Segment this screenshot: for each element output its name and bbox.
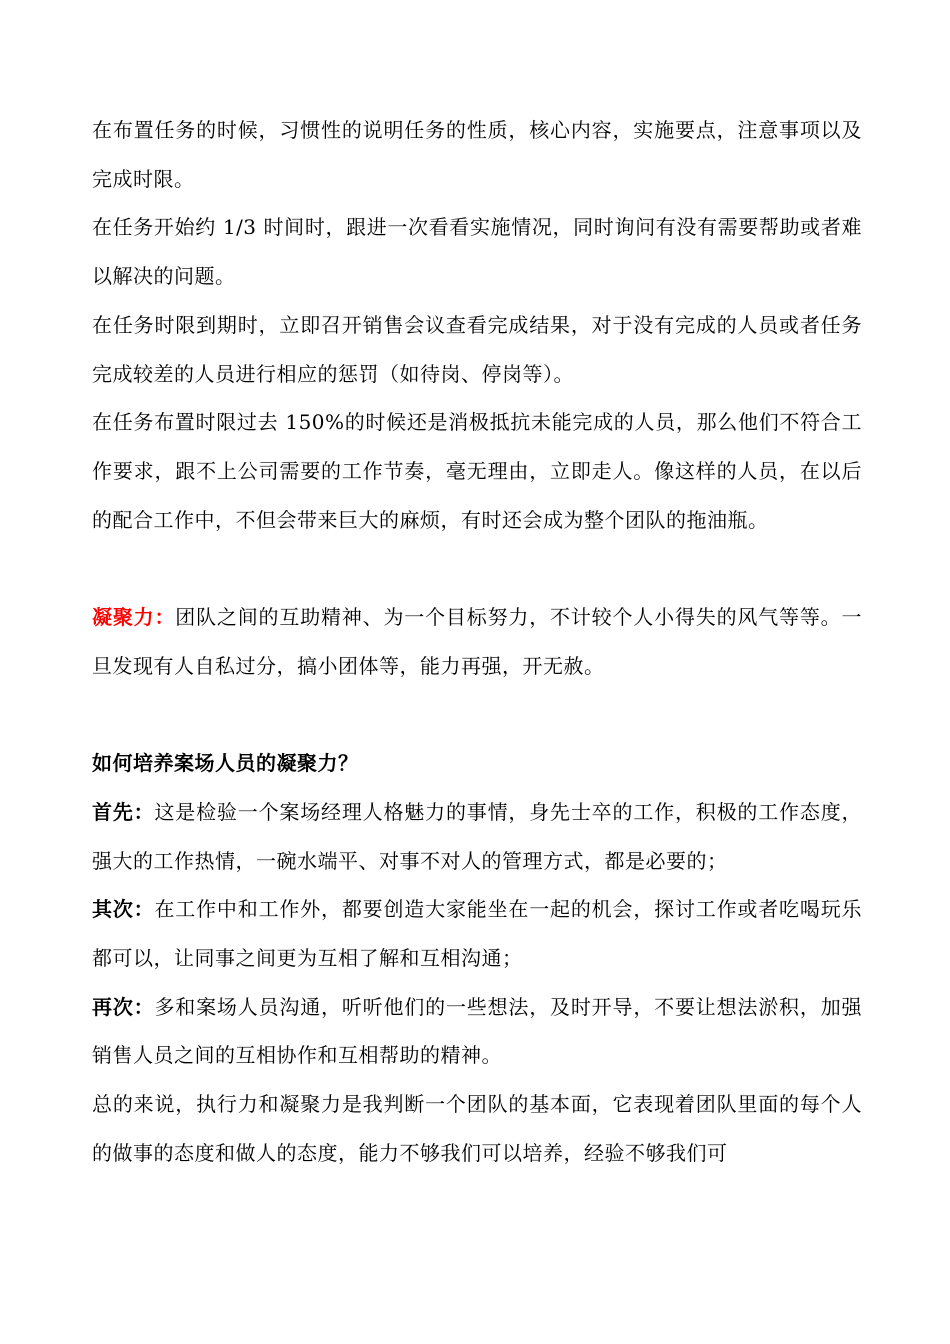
document-page — [92, 106, 862, 1177]
paragraph-summary: 总的来说，执行力和凝聚力是我判断一个团队的基本面，它表现着团队里面的每个人的做事的态度和做人的态度，能力不够我们可以培养，经验不够我们可 — [92, 1092, 862, 1165]
cohesion-label: 凝聚力： — [92, 605, 176, 630]
paragraph-cohesion — [92, 593, 862, 690]
paragraph-task-followup: 在任务开始约 1/3 时间时，跟进一次看看实施情况，同时询问有没有需要帮助或者难以解决的问题。 — [92, 215, 862, 289]
third-text: 多和案场人员沟通，听听他们的一些想法，及时开导，不要让想法淤积，加强销售人员之间的互相协作和互相帮助的精神。 — [92, 994, 863, 1068]
paragraph-third — [92, 983, 862, 1080]
paragraph-task-deadline: 在任务时限到期时，立即召开销售会议查看完成结果，对于没有完成的人员或者任务完成较差的人员进行相应的惩罚（如待岗、停岗等）。 — [92, 312, 862, 386]
cohesion-text: 团队之间的互助精神、为一个目标努力，不计较个人小得失的风气等等。一旦发现有人自私过分，搞小团体等，能力再强，开无赦。 — [92, 605, 863, 678]
paragraph-spacer — [92, 544, 862, 593]
third-label: 再次： — [92, 994, 155, 1019]
section-heading: 如何培养案场人员的凝聚力？ — [92, 751, 359, 776]
paragraph-spacer — [92, 690, 862, 739]
second-text: 在工作中和工作外，都要创造大家能坐在一起的机会，探讨工作或者吃喝玩乐都可以，让同事之间更为互相了解和互相沟通； — [92, 897, 863, 970]
paragraph-second — [92, 885, 862, 982]
paragraph-first — [92, 788, 862, 885]
second-label: 其次： — [92, 897, 155, 922]
first-label: 首先： — [92, 799, 155, 824]
first-text: 这是检验一个案场经理人格魅力的事情，身先士卒的工作，积极的工作态度，强大的工作热情，一碗水端平、对事不对人的管理方式，都是必要的； — [92, 799, 863, 873]
paragraph-task-assignment: 在布置任务的时候，习惯性的说明任务的性质，核心内容，实施要点，注意事项以及完成时限。 — [92, 118, 862, 191]
paragraph-task-overdue: 在任务布置时限过去 150%的时候还是消极抵抗未能完成的人员，那么他们不符合工作要求，跟不上公司需要的工作节奏，毫无理由，立即走人。像这样的人员，在以后的配合工作中，不但会带来巨大的麻烦，有时还会成为整个团队的拖油瓶。 — [92, 410, 862, 532]
